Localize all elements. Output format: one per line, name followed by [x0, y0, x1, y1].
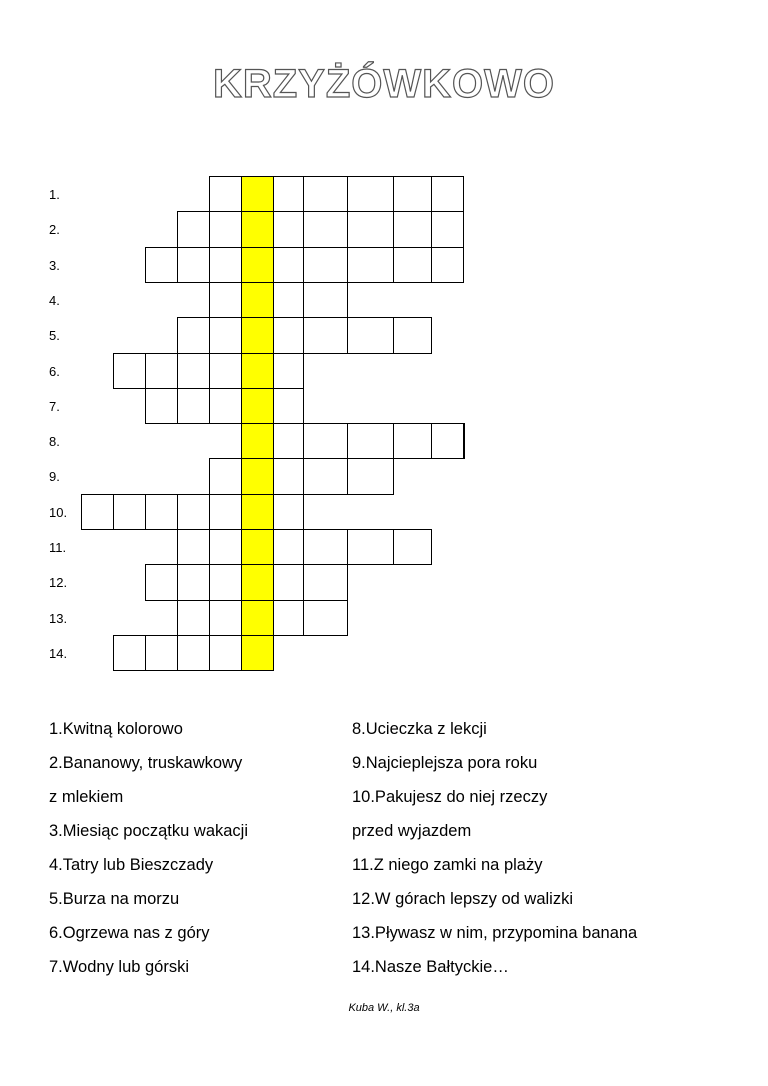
crossword-cell[interactable]	[177, 353, 210, 389]
crossword-cell[interactable]	[177, 247, 210, 283]
crossword-cell[interactable]	[273, 388, 304, 424]
crossword-cell[interactable]	[273, 317, 304, 354]
crossword-cell[interactable]	[347, 247, 394, 283]
crossword-cell[interactable]	[177, 564, 210, 601]
row-label: 13.	[49, 610, 68, 626]
crossword-cell[interactable]	[347, 176, 394, 212]
password-cell[interactable]	[241, 600, 274, 636]
crossword-cell[interactable]	[177, 529, 210, 565]
clue-text: 13.Pływasz w nim, przypomina banana	[352, 924, 638, 942]
row-label: 11.	[49, 539, 67, 555]
crossword-cell[interactable]	[209, 600, 242, 636]
password-cell[interactable]	[241, 564, 274, 601]
crossword-cell[interactable]	[113, 494, 146, 530]
crossword-cell[interactable]	[303, 282, 348, 318]
clue-text: 2.Bananowy, truskawkowy	[49, 754, 243, 772]
crossword-cell[interactable]	[177, 388, 210, 424]
crossword-cell[interactable]	[431, 423, 464, 459]
crossword-cell[interactable]	[303, 529, 348, 565]
clue-text: 10.Pakujesz do niej rzeczy	[352, 788, 548, 806]
crossword-cell[interactable]	[347, 458, 394, 495]
crossword-cell[interactable]	[177, 600, 210, 636]
crossword-cell[interactable]	[145, 353, 178, 389]
crossword-cell[interactable]	[303, 423, 348, 459]
row-label: 10.	[49, 504, 68, 520]
crossword-cell[interactable]	[177, 211, 210, 248]
crossword-cell[interactable]	[273, 529, 304, 565]
crossword-cell[interactable]	[145, 564, 178, 601]
clue-text: 6.Ogrzewa nas z góry	[49, 924, 210, 942]
crossword-cell[interactable]	[273, 600, 304, 636]
crossword-cell[interactable]	[209, 388, 242, 424]
password-cell[interactable]	[241, 282, 274, 318]
crossword-cell[interactable]	[177, 635, 210, 671]
row-label: 14.	[49, 645, 68, 661]
clue-text: 4.Tatry lub Bieszczady	[49, 856, 214, 874]
clue-text: 7.Wodny lub górski	[49, 958, 190, 976]
crossword-cell[interactable]	[209, 247, 242, 283]
crossword-cell[interactable]	[393, 317, 432, 354]
crossword-cell[interactable]	[347, 317, 394, 354]
password-cell[interactable]	[241, 247, 274, 283]
crossword-cell[interactable]	[393, 423, 432, 459]
crossword-cell[interactable]	[347, 211, 394, 248]
crossword-cell[interactable]	[303, 176, 348, 212]
crossword-cell[interactable]	[303, 317, 348, 354]
crossword-cell[interactable]	[431, 176, 464, 212]
crossword-cell[interactable]	[273, 458, 304, 495]
crossword-cell[interactable]	[273, 353, 304, 389]
crossword-cell[interactable]	[177, 317, 210, 354]
row-label: 7.	[49, 398, 60, 414]
crossword-cell[interactable]	[393, 176, 432, 212]
author-footer: Kuba W., kl.3a	[348, 1002, 420, 1014]
crossword-cell[interactable]	[347, 529, 394, 565]
crossword-cell[interactable]	[209, 353, 242, 389]
crossword-cell[interactable]	[273, 282, 304, 318]
password-cell[interactable]	[241, 211, 274, 248]
crossword-cell[interactable]	[303, 564, 348, 601]
crossword-cell[interactable]	[209, 282, 242, 318]
clue-text: 12.W górach lepszy od walizki	[352, 890, 574, 908]
row-label: 2.	[49, 222, 60, 237]
crossword-cell[interactable]	[303, 600, 348, 636]
crossword-cell[interactable]	[209, 494, 242, 530]
password-cell[interactable]	[241, 494, 274, 530]
clue-text: przed wyjazdem	[352, 822, 472, 840]
password-cell[interactable]	[241, 176, 274, 212]
crossword-cell[interactable]	[209, 458, 242, 495]
password-cell[interactable]	[241, 635, 274, 671]
clue-text: 9.Najcieplejsza pora roku	[352, 754, 538, 772]
row-label: 9.	[49, 469, 60, 484]
password-cell[interactable]	[241, 388, 274, 424]
row-label: 1.	[49, 186, 60, 202]
crossword-cell[interactable]	[393, 529, 432, 565]
page-title: KRZYŻÓWKOWO	[212, 62, 556, 106]
password-cell[interactable]	[241, 317, 274, 354]
password-cell[interactable]	[241, 458, 274, 495]
crossword-cell[interactable]	[303, 247, 348, 283]
crossword-cell[interactable]	[431, 247, 464, 283]
clue-text: 8.Ucieczka z lekcji	[352, 720, 487, 738]
clue-text: 14.Nasze Bałtyckie…	[352, 958, 509, 976]
crossword-cell[interactable]	[145, 388, 178, 424]
crossword-cell[interactable]	[431, 211, 464, 248]
clue-text: 11.Z niego zamki na plaży	[352, 856, 543, 874]
clue-text: 3.Miesiąc początku wakacji	[49, 822, 248, 840]
row-label: 4.	[49, 292, 60, 308]
crossword-cell[interactable]	[209, 211, 242, 248]
crossword-cell[interactable]	[273, 247, 304, 283]
crossword-cell[interactable]	[393, 247, 432, 283]
clue-text: 5.Burza na morzu	[49, 890, 180, 908]
crossword-cell[interactable]	[209, 529, 242, 565]
crossword-cell[interactable]	[273, 176, 304, 212]
crossword-cell[interactable]	[303, 211, 348, 248]
crossword-cell[interactable]	[273, 494, 304, 530]
password-cell[interactable]	[241, 529, 274, 565]
crossword-cell[interactable]	[393, 211, 432, 248]
row-label: 6.	[49, 363, 60, 379]
clue-text: 1.Kwitną kolorowo	[49, 720, 183, 738]
password-cell[interactable]	[241, 423, 274, 459]
clue-text: z mlekiem	[49, 788, 124, 806]
crossword-cell[interactable]	[145, 247, 178, 283]
crossword-cell[interactable]	[303, 458, 348, 495]
crossword-cell[interactable]	[463, 423, 465, 459]
crossword-cell[interactable]	[209, 317, 242, 354]
crossword-cell[interactable]	[209, 635, 242, 671]
crossword-cell[interactable]	[145, 635, 178, 671]
crossword-cell[interactable]	[273, 423, 304, 459]
row-label: 3.	[49, 257, 60, 273]
crossword-cell[interactable]	[81, 494, 114, 530]
crossword-cell[interactable]	[209, 176, 242, 212]
crossword-cell[interactable]	[177, 494, 210, 530]
row-label: 12.	[49, 575, 68, 590]
row-label: 5.	[49, 328, 60, 343]
crossword-cell[interactable]	[273, 211, 304, 248]
password-cell[interactable]	[241, 353, 274, 389]
crossword-cell[interactable]	[273, 564, 304, 601]
crossword-cell[interactable]	[347, 423, 394, 459]
crossword-cell[interactable]	[113, 635, 146, 671]
crossword-cell[interactable]	[113, 353, 146, 389]
crossword-cell[interactable]	[145, 494, 178, 530]
row-label: 8.	[49, 433, 60, 449]
crossword-cell[interactable]	[209, 564, 242, 601]
